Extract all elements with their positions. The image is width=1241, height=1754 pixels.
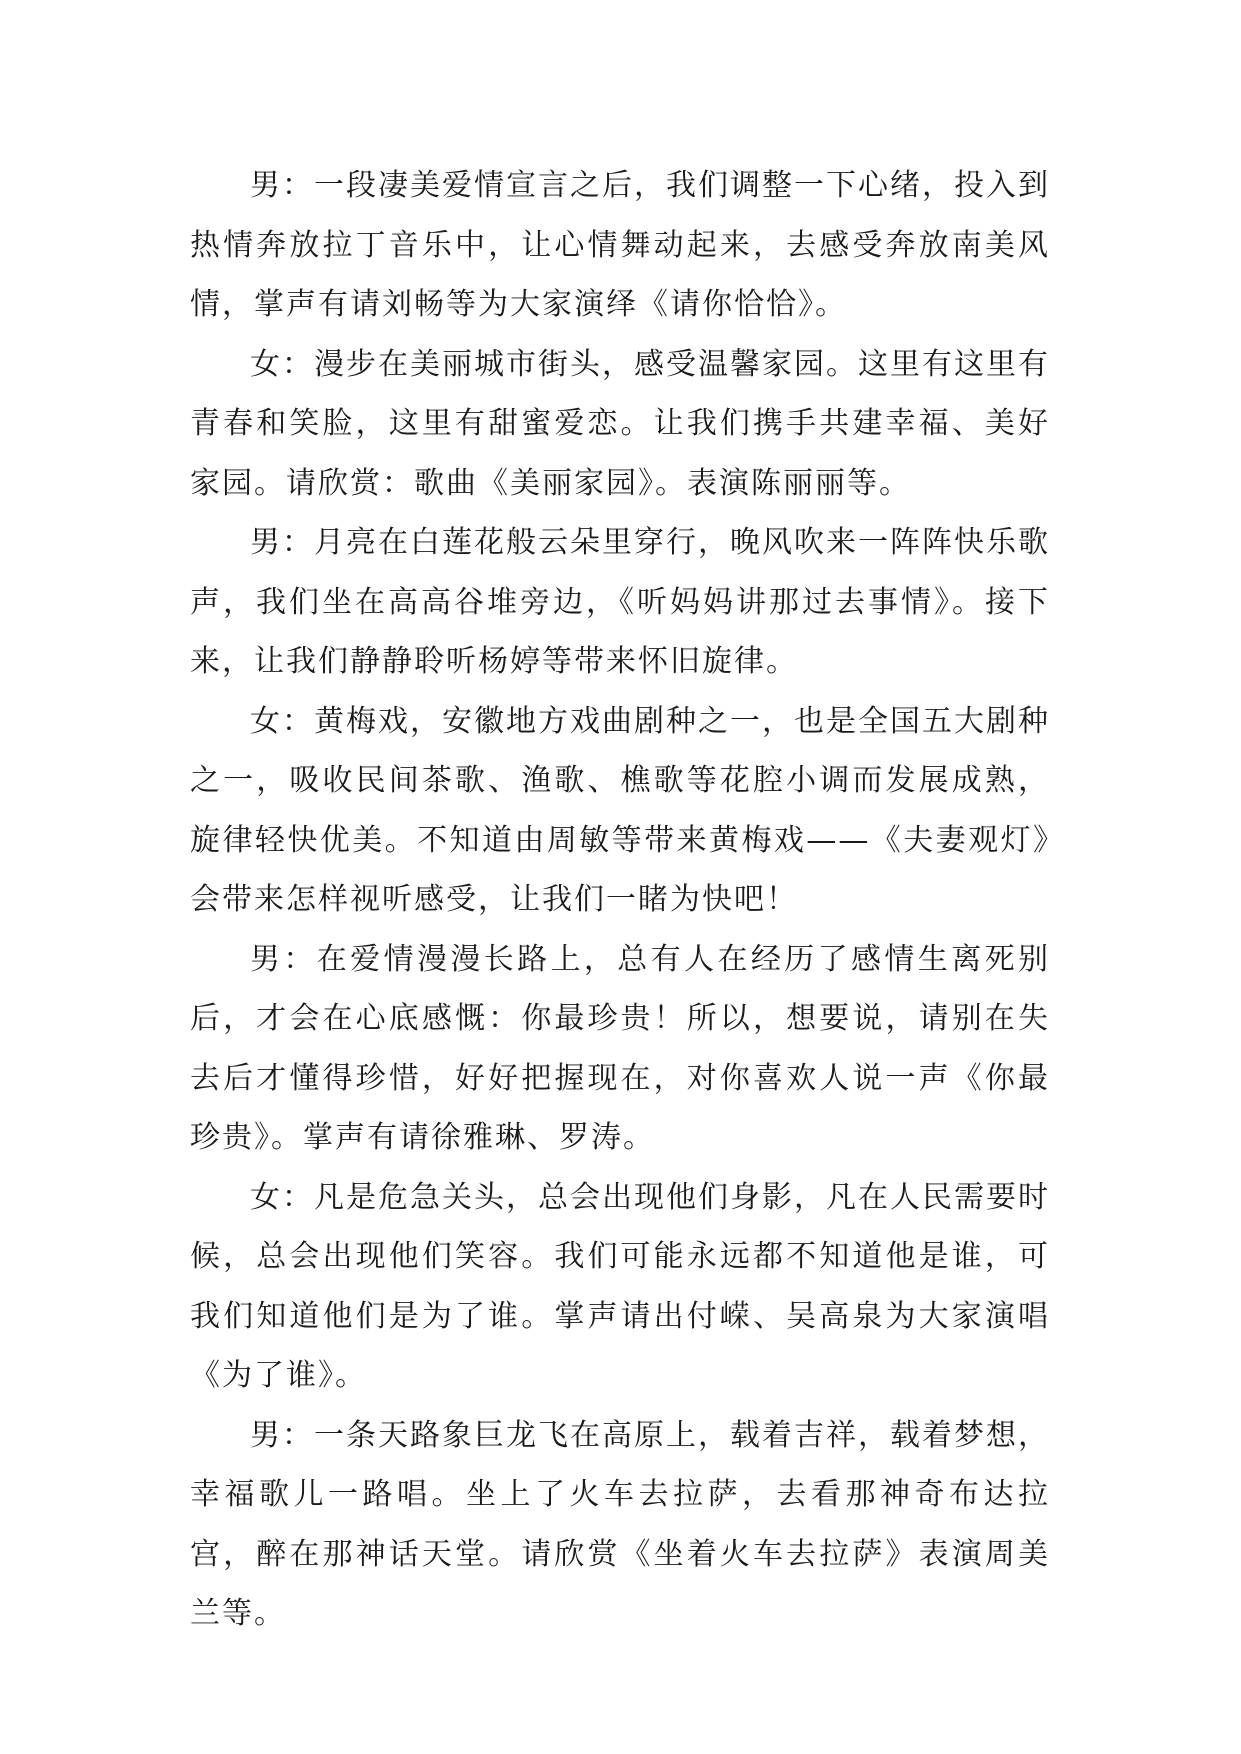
paragraph-1: 男：一段凄美爱情宣言之后，我们调整一下心绪，投入到热情奔放拉丁音乐中，让心情舞动起来，去感受奔放南美风情，掌声有请刘畅等为大家演绎《请你恰恰》。 <box>190 168 1050 322</box>
paragraph-3: 男：月亮在白莲花般云朵里穿行，晚风吹来一阵阵快乐歌声，我们坐在高高谷堆旁边，《听妈妈讲那过去事情》。接下来，让我们静静聆听杨婷等带来怀旧旋律。 <box>190 525 1050 679</box>
paragraph-4: 女：黄梅戏，安徽地方戏曲剧种之一，也是全国五大剧种之一，吸收民间茶歌、渔歌、樵歌等花腔小调而发展成熟，旋律轻快优美。不知道由周敏等带来黄梅戏——《夫妻观灯》会带来怎样视听感受，让我们一睹为快吧！ <box>190 703 1050 917</box>
paragraph-6: 女：凡是危急关头，总会出现他们身影，凡在人民需要时候，总会出现他们笑容。我们可能永远都不知道他是谁，可我们知道他们是为了谁。掌声请出付嵘、吴高泉为大家演唱《为了谁》。 <box>190 1179 1050 1393</box>
document-body <box>190 156 1050 1644</box>
paragraph-7: 男：一条天路象巨龙飞在高原上，载着吉祥，载着梦想，幸福歌儿一路唱。坐上了火车去拉萨，去看那神奇布达拉宫，醉在那神话天堂。请欣赏《坐着火车去拉萨》表演周美兰等。 <box>190 1417 1050 1631</box>
paragraph-5: 男：在爱情漫漫长路上，总有人在经历了感情生离死别后，才会在心底感慨：你最珍贵！所以，想要说，请别在失去后才懂得珍惜，好好把握现在，对你喜欢人说一声《你最珍贵》。掌声有请徐雅琳、罗涛。 <box>190 941 1050 1155</box>
paragraph-2: 女：漫步在美丽城市街头，感受温馨家园。这里有这里有青春和笑脸，这里有甜蜜爱恋。让我们携手共建幸福、美好家园。请欣赏：歌曲《美丽家园》。表演陈丽丽等。 <box>190 346 1050 501</box>
